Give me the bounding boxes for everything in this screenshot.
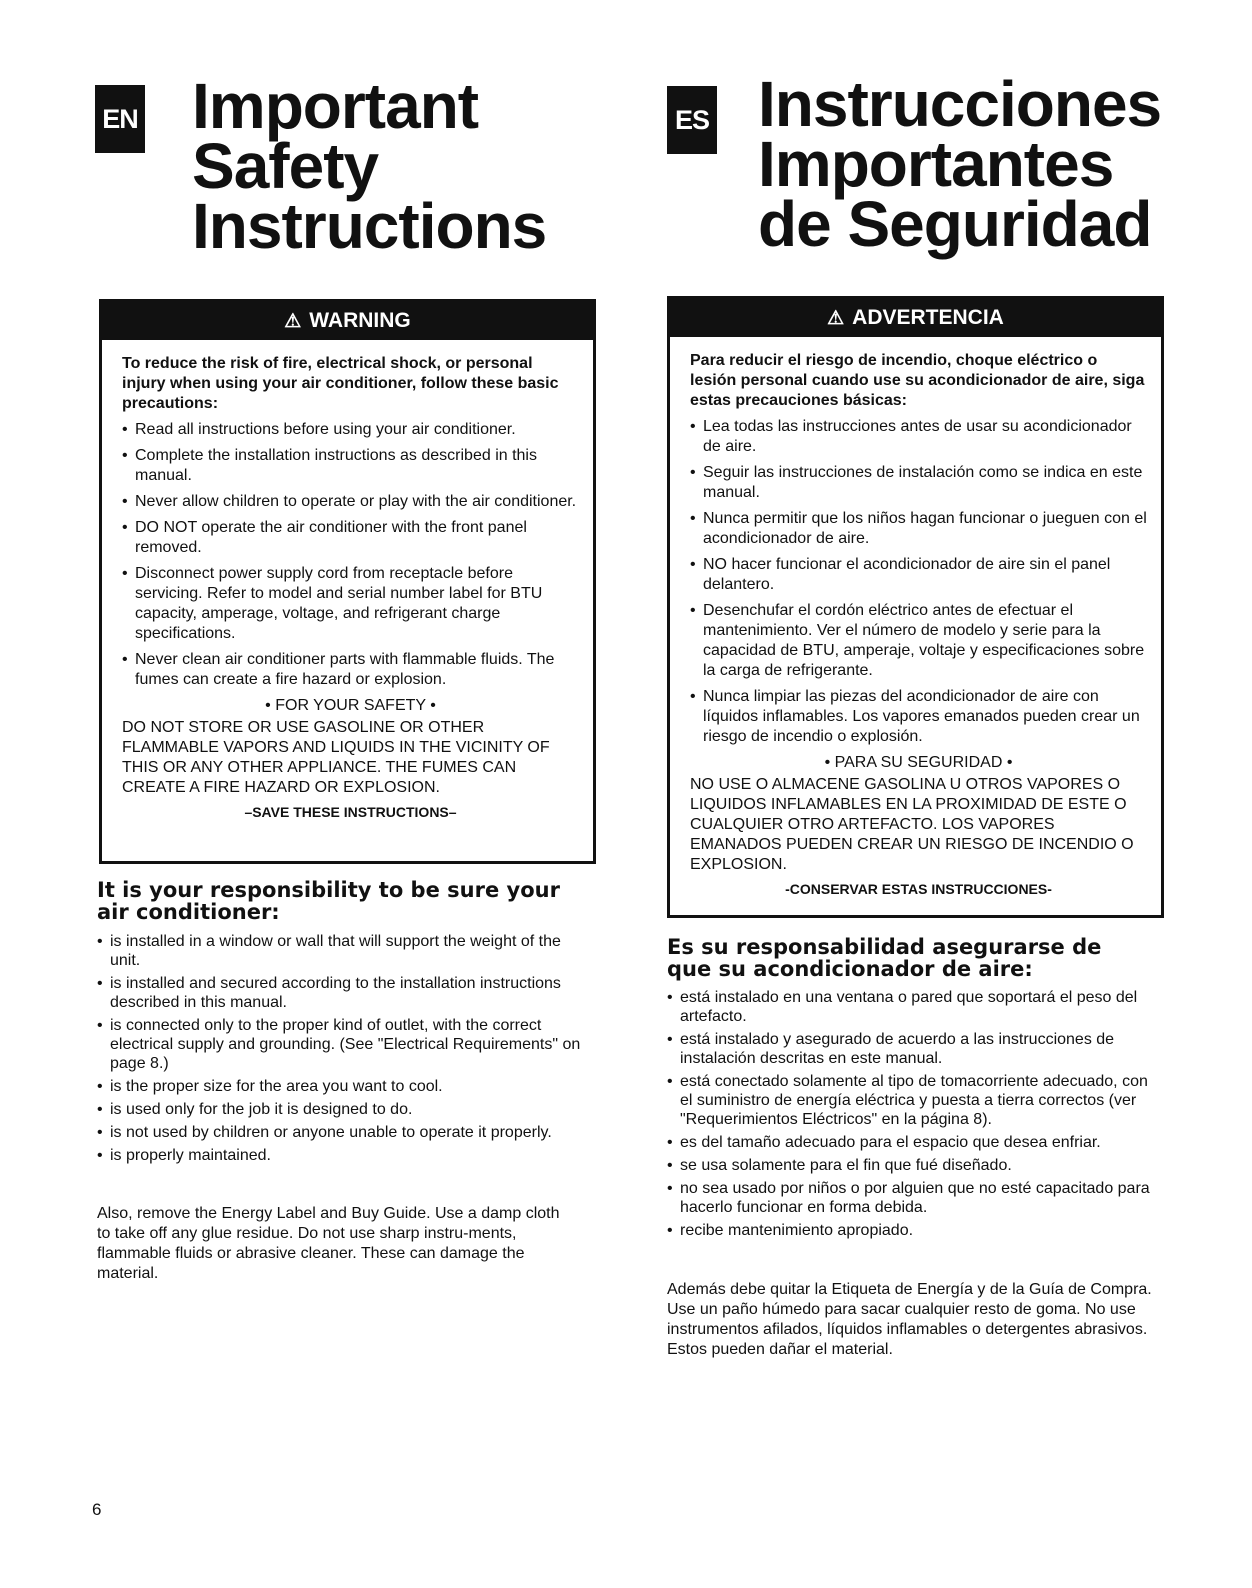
list-item: • is installed and secured according to the installation instructions described in this manual. <box>97 974 587 1012</box>
warning-triangle-icon: ⚠ <box>827 307 845 329</box>
warning-box-en <box>99 299 596 864</box>
language-badge-en: EN <box>95 85 145 153</box>
warning-heading: WARNING <box>309 309 411 332</box>
responsibility-heading-en: It is your responsibility to be sure your air conditioner: <box>97 878 560 924</box>
responsibility-heading-es: Es su responsabilidad asegurarse de que su acondicionador de aire: <box>667 935 1102 981</box>
language-badge-es: ES <box>667 86 717 154</box>
list-item: • DO NOT operate the air conditioner with the front panel removed. <box>122 518 579 558</box>
safety-text: NO USE O ALMACENE GASOLINA U OTROS VAPORES O LIQUIDOS INFLAMABLES EN LA PROXIMIDAD DE ESTE O CUALQUIER OTRO ARTEFACTO. LOS VAPORES EMANADOS PUEDEN CREAR UN RIESGO DE INCENDIO O EXPLOSION. <box>690 776 1134 873</box>
title-line: Instrucciones <box>758 68 1162 140</box>
warning-intro: To reduce the risk of fire, electrical shock, or personal injury when using your air conditioner, follow these basic precautions: <box>122 355 559 412</box>
list-item: • no sea usado por niños o por alguien que no esté capacitado para hacerlo funcionar en forma debida. <box>667 1179 1157 1217</box>
safety-heading: • PARA SU SEGURIDAD • <box>824 754 1013 771</box>
page-title-es <box>758 68 1162 260</box>
safety-text: DO NOT STORE OR USE GASOLINE OR OTHER FLAMMABLE VAPORS AND LIQUIDS IN THE VICINITY OF THIS OR ANY OTHER APPLIANCE. THE FUMES CAN CREATE A FIRE HAZARD OR EXPLOSION. <box>122 719 550 796</box>
warning-body <box>670 337 1161 909</box>
list-item: • is properly maintained. <box>97 1146 587 1165</box>
title-line: Safety <box>192 130 379 202</box>
warning-intro: Para reducir el riesgo de incendio, choque eléctrico o lesión personal cuando use su acondicionador de aire, siga estas precauciones básicas: <box>690 352 1145 409</box>
list-item: • is the proper size for the area you want to cool. <box>97 1077 587 1096</box>
list-item: • Lea todas las instrucciones antes de usar su acondicionador de aire. <box>690 417 1147 457</box>
list-item: • es del tamaño adecuado para el espacio que desea enfriar. <box>667 1133 1157 1152</box>
precautions-list <box>690 417 1147 747</box>
list-item: • está instalado en una ventana o pared que soportará el peso del artefacto. <box>667 988 1157 1026</box>
list-item: • Desenchufar el cordón eléctrico antes de efectuar el mantenimiento. Ver el número de modelo y serie para la capacidad de BTU, amperaje, voltaje y especificaciones sobre la carga de refrigerante. <box>690 601 1147 681</box>
list-item: • is connected only to the proper kind of outlet, with the correct electrical supply and grounding. (See "Electrical Requirements" on page 8.) <box>97 1016 587 1073</box>
list-item: • is not used by children or anyone unable to operate it properly. <box>97 1123 587 1142</box>
title-line: Instructions <box>192 190 547 262</box>
warning-body <box>102 340 593 832</box>
title-line: de Seguridad <box>758 188 1152 260</box>
list-item: • Read all instructions before using your air conditioner. <box>122 420 579 440</box>
title-line: Importantes <box>758 128 1114 200</box>
list-item: • se usa solamente para el fin que fué diseñado. <box>667 1156 1157 1175</box>
list-item: • Seguir las instrucciones de instalación como se indica en este manual. <box>690 463 1147 503</box>
responsibility-list-en <box>97 932 587 1169</box>
safety-heading: • FOR YOUR SAFETY • <box>265 697 436 714</box>
list-item: • Never allow children to operate or play with the air conditioner. <box>122 492 579 512</box>
list-item: • Complete the installation instructions as described in this manual. <box>122 446 579 486</box>
warning-heading: ADVERTENCIA <box>852 306 1004 329</box>
list-item: • NO hacer funcionar el acondicionador de aire sin el panel delantero. <box>690 555 1147 595</box>
list-item: • is used only for the job it is designed to do. <box>97 1100 587 1119</box>
list-item: • recibe mantenimiento apropiado. <box>667 1221 1157 1240</box>
warning-triangle-icon: ⚠ <box>284 310 302 332</box>
list-item: • está conectado solamente al tipo de tomacorriente adecuado, con el suministro de energía eléctrica y puesta a tierra correctos (ver "Requerimientos Eléctricos" en la página 8). <box>667 1072 1157 1129</box>
page-title-en <box>192 70 547 262</box>
list-item: • is installed in a window or wall that will support the weight of the unit. <box>97 932 587 970</box>
list-item: • Nunca permitir que los niños hagan funcionar o jueguen con el acondicionador de aire. <box>690 509 1147 549</box>
warning-box-es <box>667 296 1164 918</box>
list-item: • Never clean air conditioner parts with flammable fluids. The fumes can create a fire hazard or explosion. <box>122 650 579 690</box>
warning-header <box>670 299 1161 337</box>
save-instructions: –SAVE THESE INSTRUCTIONS– <box>244 804 457 820</box>
precautions-list <box>122 420 579 690</box>
save-instructions: -CONSERVAR ESTAS INSTRUCCIONES- <box>785 881 1052 897</box>
page-number: 6 <box>92 1500 102 1519</box>
list-item: • está instalado y asegurado de acuerdo a las instrucciones de instalación descritas en este manual. <box>667 1030 1157 1068</box>
list-item: • Nunca limpiar las piezas del acondicionador de aire con líquidos inflamables. Los vapores emanados pueden crear un riesgo de incendio o explosión. <box>690 687 1147 747</box>
cleaning-note-en: Also, remove the Energy Label and Buy Guide. Use a damp cloth to take off any glue residue. Do not use sharp instru-ments, flammable fluids or abrasive cleaner. These can damage the material. <box>97 1205 560 1282</box>
warning-header <box>102 302 593 340</box>
cleaning-note-es: Además debe quitar la Etiqueta de Energía y de la Guía de Compra. Use un paño húmedo para sacar cualquier resto de goma. No use instrumentos afilados, líquidos inflamables o detergentes abrasivos. Estos pueden dañar el material. <box>667 1281 1152 1358</box>
responsibility-list-es <box>667 988 1157 1244</box>
list-item: • Disconnect power supply cord from receptacle before servicing. Refer to model and serial number label for BTU capacity, amperage, voltage, and refrigerant charge specifications. <box>122 564 579 644</box>
title-line: Important <box>192 70 479 142</box>
